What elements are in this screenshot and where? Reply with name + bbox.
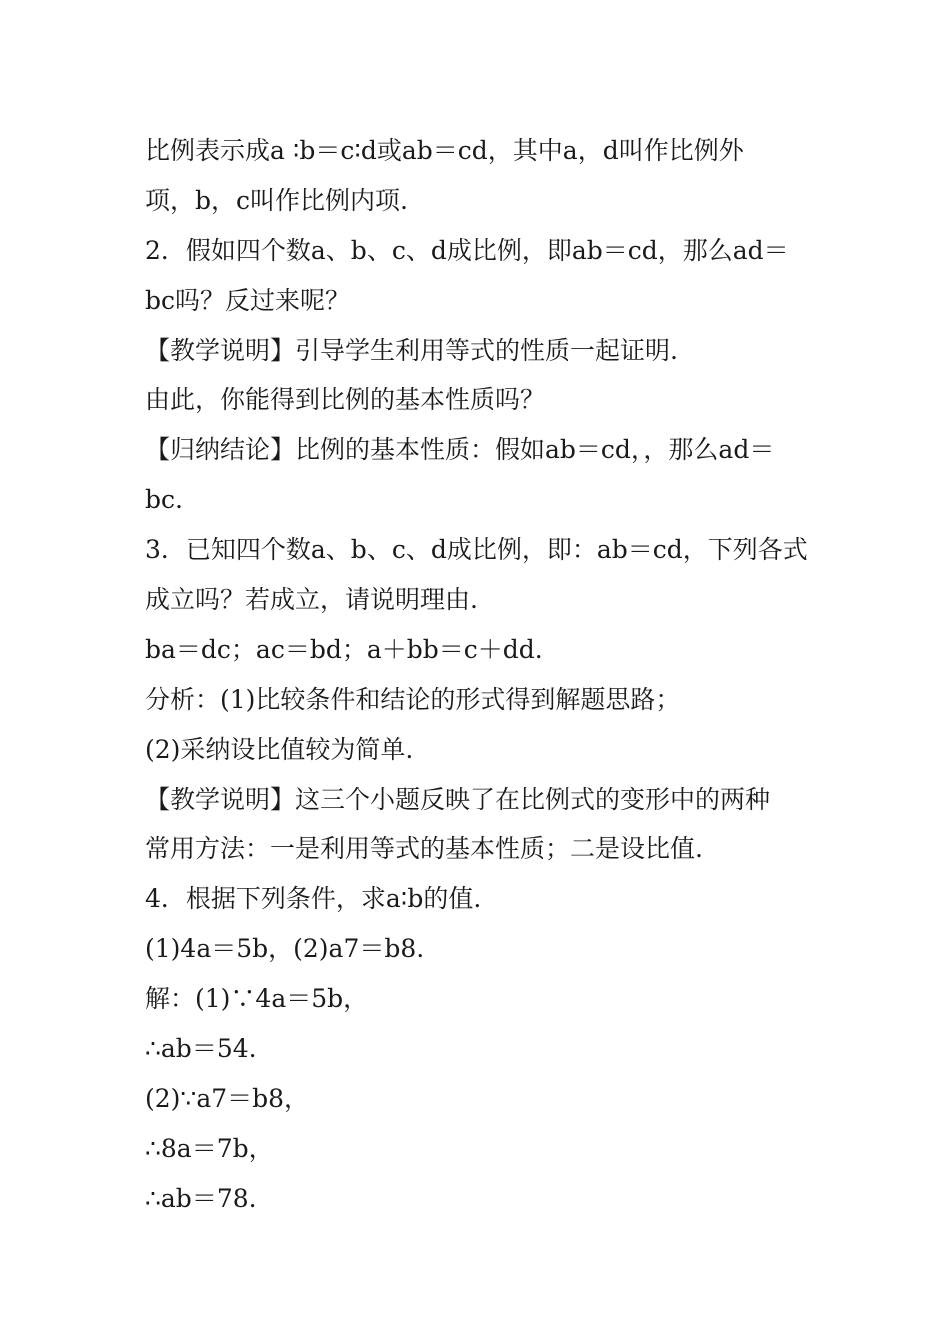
text-line: 常用方法：一是利用等式的基本性质；二是设比值. — [145, 834, 703, 864]
text-line: 比例表示成a ∶b＝c∶d或ab＝cd，其中a，d叫作比例外 — [145, 136, 744, 165]
text-line: ∴8a＝7b， — [145, 1133, 274, 1163]
text-line: ba＝dc；ac＝bd；a＋bb＝c＋dd. — [145, 634, 543, 664]
text-line: 3．已知四个数a、b、c、d成比例，即：ab＝cd，下列各式 — [145, 535, 808, 565]
text-line: 【归纳结论】比例的基本性质：假如ab＝cd，，那么ad＝ — [145, 435, 775, 465]
text-line: (2)∵a7＝b8， — [145, 1083, 310, 1113]
text-line: 项，b，c叫作比例内项. — [145, 185, 408, 215]
text-line: bc. — [145, 485, 183, 515]
text-line: 【教学说明】这三个小题反映了在比例式的变形中的两种 — [145, 784, 771, 814]
text-line: ∴ab＝78. — [145, 1183, 257, 1213]
text-line: 4．根据下列条件，求a∶b的值. — [145, 884, 482, 914]
text-line: (2)采纳设比值较为简单. — [145, 734, 414, 764]
text-line: 成立吗？若成立，请说明理由. — [145, 585, 478, 615]
text-line: 解：(1)∵4a＝5b， — [145, 984, 369, 1014]
text-line: 2．假如四个数a、b、c、d成比例，即ab＝cd，那么ad＝ — [145, 235, 789, 265]
text-line: bc吗？反过来呢？ — [145, 285, 351, 315]
text-line: (1)4a＝5b，(2)a7＝b8. — [145, 934, 425, 964]
text-line: ∴ab＝54. — [145, 1034, 257, 1064]
document-body — [145, 126, 815, 1224]
text-line: 分析：(1)比较条件和结论的形式得到解题思路； — [145, 684, 681, 714]
text-line: 由此，你能得到比例的基本性质吗？ — [145, 385, 546, 415]
text-line: 【教学说明】引导学生利用等式的性质一起证明. — [145, 335, 678, 365]
